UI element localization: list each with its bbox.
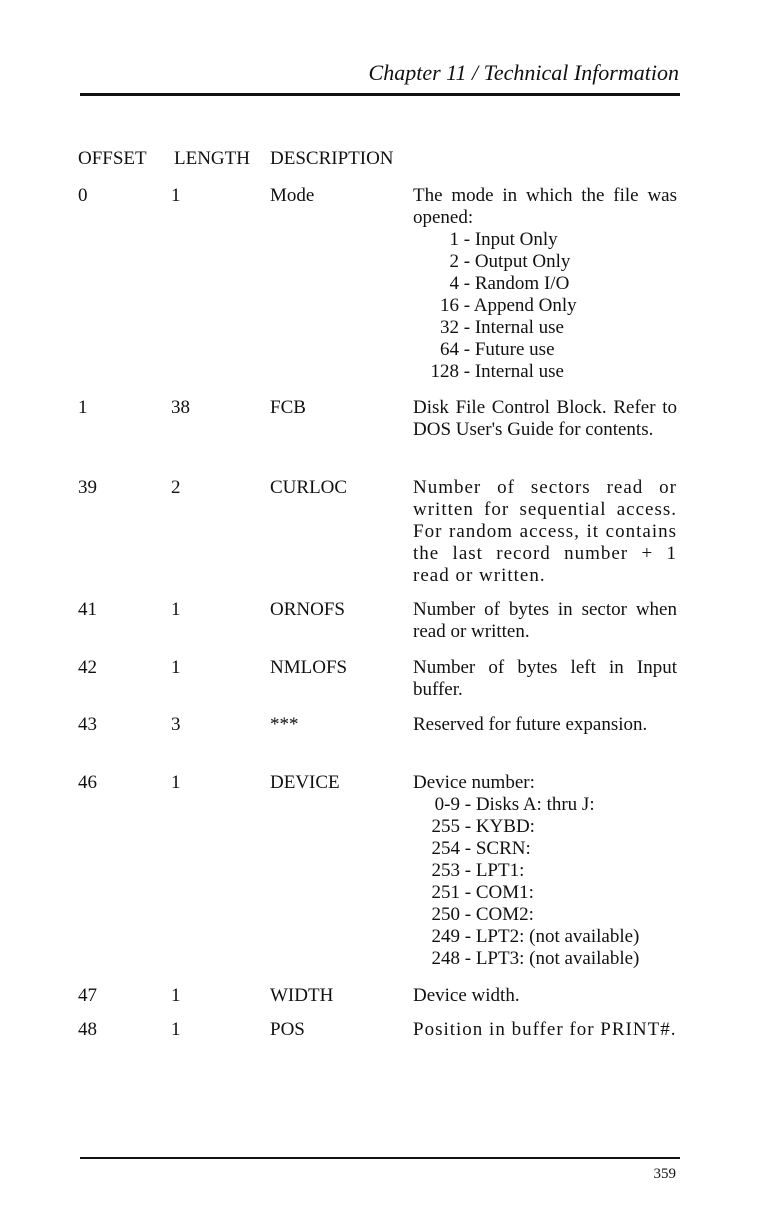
- description-text: Reserved for future expansion.: [413, 714, 648, 735]
- offset-cell: 47: [78, 985, 97, 1006]
- description-text: Device width.: [413, 985, 520, 1006]
- device-text: - SCRN:: [464, 838, 531, 859]
- device-code: 248: [431, 948, 460, 969]
- description-text: Position in buffer for PRINT#.: [413, 1019, 677, 1040]
- device-code: 250: [431, 904, 460, 925]
- description-text: Number of bytes in sector when read or written.: [413, 599, 677, 642]
- mode-code: 4: [449, 273, 459, 294]
- header-rule: [80, 93, 680, 96]
- page-header-title: Chapter 11 / Technical Information: [368, 60, 679, 85]
- column-header-description: DESCRIPTION: [270, 148, 394, 169]
- device-code: 254: [431, 838, 460, 859]
- list-item: [413, 317, 677, 339]
- list-item: [413, 816, 677, 838]
- offset-cell: 0: [78, 185, 88, 206]
- list-item: [413, 251, 677, 273]
- description-text: Disk File Control Block. Refer to DOS User's Guide for contents.: [413, 397, 677, 440]
- column-header-length: LENGTH: [174, 148, 250, 169]
- description-cell: [413, 657, 677, 701]
- length-cell: 1: [171, 185, 181, 206]
- length-cell: 1: [171, 772, 181, 793]
- field-name-cell: ORNOFS: [270, 599, 345, 620]
- device-code: 253: [431, 860, 460, 881]
- field-name-cell: ***: [270, 714, 299, 735]
- length-cell: 3: [171, 714, 181, 735]
- mode-text: - Append Only: [463, 295, 577, 316]
- mode-text: - Internal use: [463, 317, 564, 338]
- device-text: - LPT1:: [464, 860, 525, 881]
- field-name-cell: POS: [270, 1019, 305, 1040]
- device-code: 255: [431, 816, 460, 837]
- list-item: [413, 361, 677, 383]
- description-cell: [413, 1019, 677, 1041]
- description-cell: [413, 714, 677, 736]
- device-text: - LPT3: (not available): [464, 948, 640, 969]
- device-text: - Disks A: thru J:: [464, 794, 595, 815]
- description-cell: [413, 397, 677, 441]
- device-list: [413, 794, 677, 970]
- page-number: 359: [653, 1166, 676, 1182]
- device-text: - KYBD:: [464, 816, 535, 837]
- description-text: Number of bytes left in Input buffer.: [413, 657, 677, 700]
- description-cell: [413, 185, 677, 383]
- mode-code: 128: [430, 361, 459, 382]
- mode-text: - Internal use: [463, 361, 564, 382]
- field-name-cell: NMLOFS: [270, 657, 348, 678]
- description-cell: [413, 772, 677, 970]
- offset-cell: 39: [78, 477, 97, 498]
- list-item: [413, 273, 677, 295]
- list-item: [413, 948, 677, 970]
- device-code: 249: [431, 926, 460, 947]
- field-name-cell: CURLOC: [270, 477, 348, 498]
- offset-cell: 48: [78, 1019, 97, 1040]
- description-text: Number of sectors read or written for sequential access. For random access, it contains the last record number + 1 read or written.: [413, 477, 677, 586]
- field-name-cell: Mode: [270, 185, 315, 206]
- device-code: 251: [431, 882, 460, 903]
- mode-list: [413, 229, 677, 383]
- list-item: [413, 860, 677, 882]
- field-name-cell: WIDTH: [270, 985, 334, 1006]
- device-text: - COM2:: [464, 904, 534, 925]
- field-name-cell: FCB: [270, 397, 306, 418]
- offset-cell: 1: [78, 397, 88, 418]
- offset-cell: 41: [78, 599, 97, 620]
- description-text: The mode in which the file was opened:: [413, 185, 677, 228]
- mode-code: 64: [440, 339, 459, 360]
- list-item: [413, 295, 677, 317]
- device-text: - LPT2: (not available): [464, 926, 640, 947]
- mode-code: 16: [440, 295, 459, 316]
- field-name-cell: DEVICE: [270, 772, 340, 793]
- device-code: 0-9: [434, 794, 460, 815]
- list-item: [413, 904, 677, 926]
- length-cell: 1: [171, 599, 181, 620]
- offset-cell: 43: [78, 714, 97, 735]
- offset-cell: 42: [78, 657, 97, 678]
- description-text: Device number:: [413, 772, 535, 793]
- footer-rule: [80, 1157, 680, 1159]
- list-item: [413, 838, 677, 860]
- list-item: [413, 794, 677, 816]
- length-cell: 38: [171, 397, 190, 418]
- mode-code: 32: [440, 317, 459, 338]
- length-cell: 1: [171, 657, 181, 678]
- length-cell: 1: [171, 985, 181, 1006]
- list-item: [413, 926, 677, 948]
- length-cell: 2: [171, 477, 181, 498]
- mode-code: 2: [449, 251, 459, 272]
- mode-text: - Input Only: [463, 229, 558, 250]
- length-cell: 1: [171, 1019, 181, 1040]
- device-text: - COM1:: [464, 882, 534, 903]
- list-item: [413, 339, 677, 361]
- list-item: [413, 229, 677, 251]
- description-cell: [413, 477, 677, 587]
- mode-text: - Output Only: [463, 251, 571, 272]
- mode-text: - Future use: [463, 339, 555, 360]
- column-header-offset: OFFSET: [78, 148, 147, 169]
- mode-code: 1: [449, 229, 459, 250]
- list-item: [413, 882, 677, 904]
- mode-text: - Random I/O: [463, 273, 570, 294]
- offset-cell: 46: [78, 772, 97, 793]
- description-cell: [413, 985, 677, 1007]
- description-cell: [413, 599, 677, 643]
